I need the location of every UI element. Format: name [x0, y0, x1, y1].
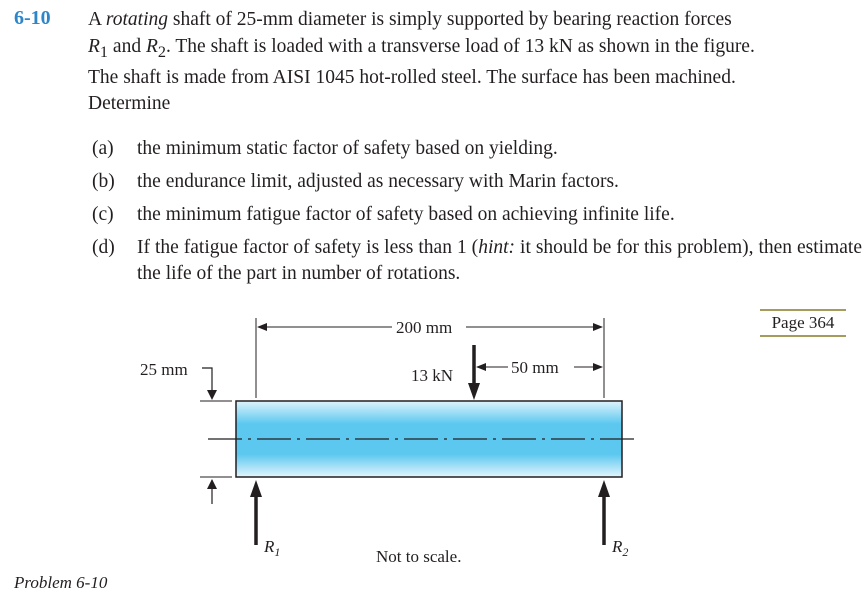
scale-note: Not to scale.	[376, 547, 462, 566]
problem-number: 6-10	[14, 7, 51, 29]
reaction-r2-head	[598, 480, 610, 497]
part-text: the endurance limit, adjusted as necessary with Marin factors.	[137, 171, 619, 192]
statement-line-3: The shaft is made from AISI 1045 hot-rolled steel. The surface has been machined.	[88, 66, 736, 88]
diameter-arrow-up	[207, 479, 217, 489]
diameter-arrow-down	[207, 390, 217, 400]
load-label: 13 kN	[411, 366, 454, 385]
part-text: the minimum fatigue factor of safety based on achieving infinite life.	[137, 204, 675, 225]
part-label: (b)	[92, 171, 115, 192]
figure-caption: Problem 6-10	[14, 573, 108, 592]
part-label: (a)	[92, 138, 114, 159]
load-arrow-head	[468, 383, 480, 400]
page-tag: Page 364	[760, 309, 846, 337]
reaction-r1-head	[250, 480, 262, 497]
statement-line-1: A rotating shaft of 25-mm diameter is simply supported by bearing reaction forces	[88, 9, 732, 30]
span-label: 200 mm	[396, 318, 453, 337]
part-label: (d)	[92, 237, 115, 258]
statement-line-2: $R_1$ and $R_2$. The shaft is loaded with a transverse load of 13 kN as shown in the figure.	[88, 35, 755, 61]
diameter-label: 25 mm	[140, 360, 188, 379]
statement-line-4: Determine	[88, 93, 171, 115]
part-label: (c)	[92, 204, 114, 225]
part-text: If the fatigue factor of safety is less than 1 (hint: it should be for this problem), then estimate the life of the part in number of rotations.	[137, 237, 862, 284]
offset-label: 50 mm	[511, 358, 559, 377]
reaction-r2-label: $R_2$	[612, 537, 629, 559]
reaction-r1-label: $R_1$	[264, 537, 281, 559]
part-text: the minimum static factor of safety based on yielding.	[137, 138, 558, 159]
